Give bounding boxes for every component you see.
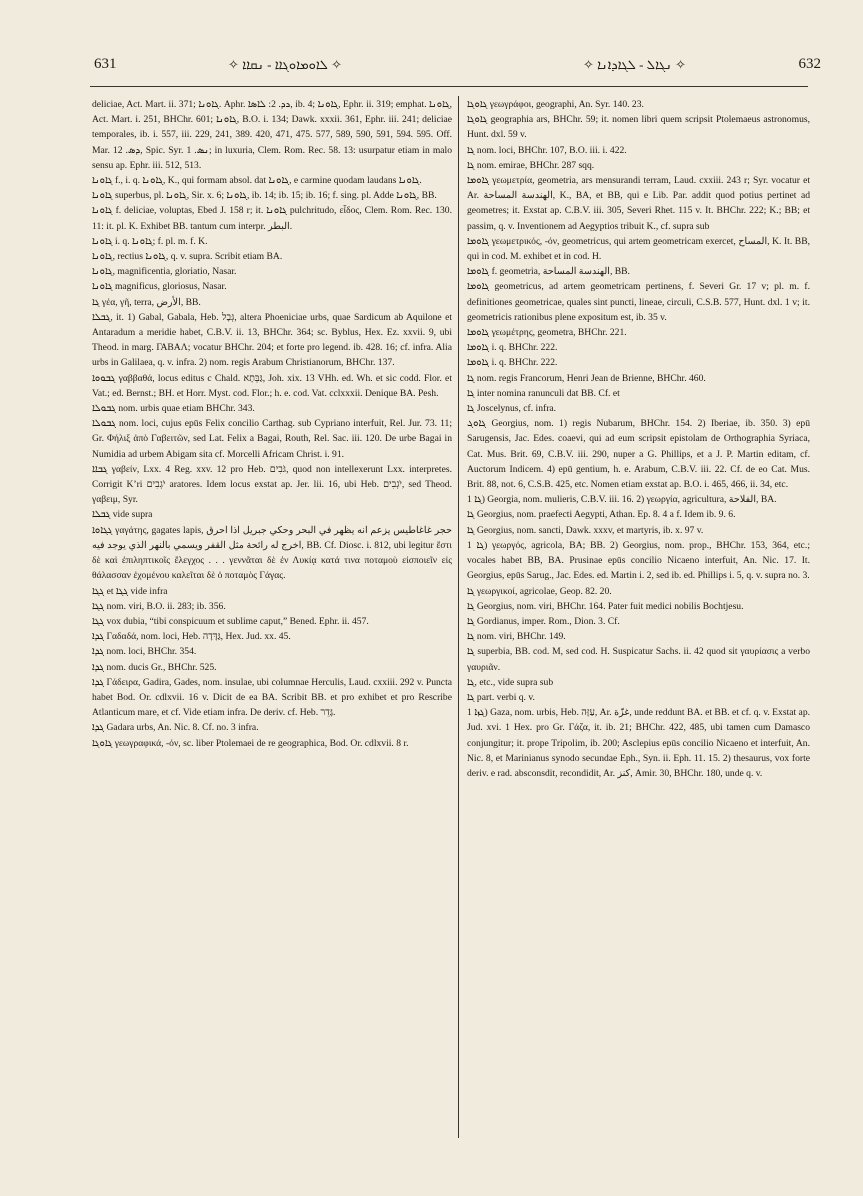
dictionary-entry: ܓܒܠܐ vide supra: [92, 509, 153, 521]
dictionary-entry: ܓܐܘܓ Georgius, nom. 1) regis Nubarum, BHChr. 154. 2) Iberiae, ib. 350. 3) epū Sarugensis, Jac. Edes. coaevi, qui ad eum scripsit epistolam de Orthographia Syriaca, Cat. Mus. Brit. 69, C.B.V. iii. 290, nuper a G. Phillips, et a J. P. Martin editam, cf. Auctorum Indicem. 4) epū gentium, h. e. Arabum, C.B.V. iii. 22. Cf. de eo Cat. Mus. Brit. 88, not. 6, C.S.B. 425, etc. Nomen etiam exstat ap. B.O. i. 465, 466, ii. 34, etc.: [467, 418, 810, 491]
dictionary-entry: ܓܐ Georgius, nom. viri, BHChr. 164. Pater fuit medici nobilis Bochtjesu.: [467, 600, 744, 612]
dictionary-entry: ܓܕܐ Γάδειρα, Gadira, Gades, nom. insulae, ubi columnae Herculis, Laud. cxxiii. 292 v. Puncta habet Bod. Or. cdlxvii. 16 v. Dicit de ea BA. Scribit BB. et pro exhibet et pro Rescribe Atlanticum mare, et cf. Vide etiam infra. De deriv. cf. Heb. גָּדֵר.: [92, 676, 452, 719]
dictionary-entry: ܓܓܐܘܐ γαγάτης, gagates lapis, حجر غاغاطيس يزعم انه يظهر في البحر وحكي جبريل اذا احرق اخرج له رائحة مثل القفر ويسمي بالنهر الذي يوجد فيه, BB. Cf. Diosc. i. 812, ubi legitur ἔστι δὲ καὶ ἐπιληπτικοῖς ἔλεγχος . . . γεννᾶται δὲ ἐν Λυκίᾳ κατά τινα ποταμοὺ εἰσποιεῖν εἰς θάλασσαν ἐχομένου καλεῖται δὲ ὁ ποταμὸς Γάγας.: [92, 524, 452, 582]
dictionary-entry: ܓܓܐ et ܓܓܐ vide infra: [92, 585, 168, 597]
dictionary-entry: ܓܒܠܐ, it. 1) Gabal, Gabala, Heb. גְּבָל, altera Phoeniciae urbs, quae Sardicum ab Aquilone et Antaradum a meridie habet, C.B.V. ii. 13, BHChr. 364; sc. Byblus, Hex. Ez. xxvii. 9, ubi Theod. in marg. ΓΑΒΑΛ; vocatur BHChr. 204; et forte pro legend. ib. 428. 16; cf. infra. Alia urbs in Galilaea, q. v. infra. 2) nom. regis Arabum Christianorum, BHChr. 137.: [92, 311, 452, 369]
dictionary-entry: ܓܐܘܓܐ γεωγράφοι, geographi, An. Syr. 140. 23.: [467, 99, 644, 110]
dictionary-entry: ܓܐ inter nomina ranunculi dat BB. Cf. et: [467, 387, 620, 399]
dictionary-entry: ܓܐ 1) Georgia, nom. mulieris, C.B.V. iii. 16. 2) γεωργία, agricultura, الفلاحة, BA.: [467, 494, 777, 506]
dictionary-entry: ܓܐܘܡܐ γεωμέτρης, geometra, BHChr. 221.: [467, 327, 627, 339]
dictionary-entry: ܓܐ nom. loci, BHChr. 107, B.O. iii. i. 422.: [467, 144, 627, 156]
dictionary-entry: ܓܕܐ Γαδαδά, nom. loci, Heb. גַּדָּדָה, Hex. Jud. xx. 45.: [92, 631, 291, 643]
running-title-right: ✧ ܢܓܐܠ - ܠܓܐܕܐܢܐ ✧: [583, 57, 687, 72]
running-title-left: ✧ ܠܐܘܡܐܘܓܐܐ - ܢܩܐܐ ✧: [228, 57, 342, 72]
dictionary-entry: ܓܐܘܡܐ γεωμετρικός, -όν, geometricus, qui artem geometricam exercet, المساح, K. It. BB, qui in cod. M. exhibet et in cod. H.: [467, 235, 810, 263]
dictionary-entry: ܓܐܘܡܐ γεωμετρία, geometria, ars mensurandi terram, Laud. cxxiii. 243 r; Syr. vocatur et Ar. الهندسة المساحة, K., BA, et BB, qui e Lib. Par. addit quod potius pertinet ad geometres; it. Exstat ap. C.B.V. iii. 305, Severi Rhet. 115 v. It. BHChr. 222; K.; BB; et passim, q. v. Inventionem ad Aegyptios tribuit K., cf. supra sub: [467, 175, 810, 232]
dictionary-entry: ܓܐܘܢܐ i. q. ܓܐܘܢܐ; f. pl. m. f. K.: [92, 235, 208, 247]
dictionary-entry: ܓܕܐ Gadara urbs, An. Nic. 8. Cf. no. 3 infra.: [92, 722, 259, 734]
dictionary-entry: ܓܓܐ vox dubia, “tibi conspicuum et sublime caput,” Bened. Ephr. ii. 457.: [92, 615, 369, 627]
dictionary-entry: ܓܒܘܠܐ nom. loci, cujus epūs Felix concilio Carthag. sub Cypriano interfuit, Rel. Jur. 73. 11; Gr. Φήλιξ ἀπὸ Γαβειτῶν, sed Lat. Felix a Bagai, Routh, Rel. Sac. iii. 120. De urbe Bagai in Numidia ad urbem Abigam sita cf. Morcelli Africam Christ. i. 91.: [92, 418, 452, 460]
dictionary-entry: ܓܐܘܢܐ f., i. q. ܓܐܘܢܐ, K., qui formam absol. dat ܓܐܘܢܐ, e carmine quodam laudans ܓܐܘܢܐ.: [92, 175, 422, 187]
column-divider: [458, 96, 459, 1138]
dictionary-entry: ܓܐܘܡܐ f. geometria, الهندسة المساحة, BB.: [467, 266, 630, 278]
page-number-left: 631: [94, 56, 117, 72]
dictionary-entry: deliciae, Act. Mart. ii. 371; ܓܐܘܢܐ. Aphr. ܖܕ. 2: ܠܐܣܐ, ib. 4; ܓܐܘܢܐ, Ephr. ii. 319; emphat. ܓܐܘܢܐ, Act. Mart. i. 251, BHChr. 601; ܓܐܘܢܐ, B.O. i. 134; Dawk. xxxii. 361, Ephr. iii. 241; deliciae temporales, ib. i. 557, iii. 229, 241, 389. 420, 471, 475. 577, 589, 590, 591, 594. 595. Off. Mar. ܕܣ. 12, Spic. Syr. ܢܣ. 1; in luxuria, Clem. Rom. Rec. 58. 13: usurpatur etiam in malo sensu ap. Ephr. iii. 512, 513.: [92, 99, 452, 171]
dictionary-entry: ܓܐ nom. regis Francorum, Henri Jean de Brienne, BHChr. 460.: [467, 372, 706, 384]
dictionary-entry: ܓܒܘܠܐ nom. urbis quae etiam BHChr. 343.: [92, 403, 255, 415]
dictionary-entry: ܓܕܐ nom. ducis Gr., BHChr. 525.: [92, 661, 217, 673]
dictionary-entry: ܓܐܘܓܐ γεωγραφικά, -όν, sc. liber Ptolemaei de re geographica, Bod. Or. cdlxvii. 8 r.: [92, 737, 409, 749]
dictionary-entry: ܓܐܘܢܐ magnificus, gloriosus, Nasar.: [92, 281, 227, 293]
dictionary-entry: ܓܐ nom. viri, BHChr. 149.: [467, 631, 566, 643]
left-column: [92, 97, 452, 1147]
page-header: [0, 56, 863, 80]
dictionary-entry: ܓܐܘܢܐ superbus, pl. ܓܐܘܢܐ, Sir. x. 6; ܓܐܘܢܐ, ib. 14; ib. 15; ib. 16; f. sing. pl. Adde ܓܐܘܢܐ, BB.: [92, 190, 437, 202]
dictionary-entry: ܓܕܐ nom. loci, BHChr. 354.: [92, 646, 197, 658]
right-column: [467, 97, 810, 1147]
dictionary-entry: ܓܒܘܘܐ γαββαθά, locus editus c Chald. גַּבְּתָא, Joh. xix. 13 VHh. ed. Wh. et sic codd. Flor. et Vat.; ed. Bernst.; BH. et Horr. Myst. cod. Flor.; h. e. cod. Vat. cclxxxii. Denique BA. Pesh.: [92, 372, 452, 399]
dictionary-entry: ܓܐ Georgius, nom. sancti, Dawk. xxxv, et martyris, ib. x. 97 v.: [467, 524, 704, 536]
dictionary-entry: ܓܐܘܡܐ i. q. BHChr. 222.: [467, 342, 558, 354]
dictionary-entry: ܓܐܘܢܐ, magnificentia, gloriatio, Nasar.: [92, 266, 237, 278]
dictionary-entry: ܓܐ γέα, γῆ, terra, الأرض, BB.: [92, 296, 201, 308]
dictionary-entry: ܓܓܐ nom. viri, B.O. ii. 283; ib. 356.: [92, 600, 226, 612]
dictionary-entry: ܓܐܘܢܐ f. deliciae, voluptas, Ebed J. 158 r; it. ܓܐܘܢܐ pulchritudo, εἶδος, Clem. Rom. Rec. 130. 11: it. pl. K. Exhibet BB. tantum cum interpr. البطر.: [92, 205, 452, 232]
dictionary-entry: ܓܐ γεωργικοί, agricolae, Geop. 82. 20.: [467, 585, 612, 597]
dictionary-entry: ܓܐ Joscelynus, cf. infra.: [467, 403, 557, 415]
dictionary-entry: ܓܐ nom. emirae, BHChr. 287 sqq.: [467, 159, 595, 171]
dictionary-entry: ܓܐܘܓܐ geographia ars, BHChr. 59; it. nomen libri quem scripsit Ptolemaeus astronomus, Hunt. dxl. 59 v.: [467, 114, 810, 141]
dictionary-entry: ܓܐܘܢܐ, rectius ܓܐܘܢܐ, q. v. supra. Scribit etiam BA.: [92, 251, 283, 263]
page-number-right: 632: [798, 56, 821, 72]
dictionary-entry: ܓܐ part. verbi q. v.: [467, 691, 535, 703]
dictionary-entry: ܓܐ superbia, BB. cod. M, sed cod. H. Suspicatur Sachs. ii. 42 quod sit γαυρίασις a verbo γαυριᾶν.: [467, 646, 810, 673]
dictionary-entry: ܓܐ, etc., vide supra sub: [467, 676, 554, 688]
dictionary-entry: ܓܒܐܐ γαβείν, Lxx. 4 Reg. xxv. 12 pro Heb. גֹּבִים, quod non intellexerunt Lxx. interpretes. Corrigit Kʼri יֹגְבִים aratores. Idem locus exstat ap. Jer. lii. 16, ubi Heb. יֹגְבִים, sed Theod. γαβειμ, Syr.: [92, 463, 452, 506]
dictionary-entry: ܓܐ 1) γεωργός, agricola, BA; BB. 2) Georgius, nom. prop., BHChr. 153, 364, etc.; vocales habet BB, BA. Prusinae epūs concilio Nicaeno interfuit, An. Nic. 17. It. Georgius, epūs Sarug., Jac. Edes. ed. Martin i. 2, sed ib. ed. Phillips i. 5, q. v. supra no. 3.: [467, 539, 810, 582]
dictionary-entry: ܓܐ Gordianus, imper. Rom., Dion. 3. Cf.: [467, 615, 620, 627]
dictionary-entry: ܓܙܐ 1) Gaza, nom. urbis, Heb. עַזָּה, Ar. غزّة, unde reddunt BA. et BB. et cf. q. v. Exstat ap. Jud. xvi. 1 Hex. pro Gr. Γάζα, it. ib. 21; BHChr. 422, 485, ubi tamen cum Damasco conjungitur; it. prope Tripolim, ib. 200; Asclepius epūs concilio Nicaeno et interfuit, An. Nic. 8, et Marinianus synodo secundae Eph., Syn. ii. Eph. 11. 15. 2) thesaurus, vox forte deriv. e rad. absconsdit, recondidit, Ar. كنز, Amir. 30, BHChr. 180, unde q. v.: [467, 707, 810, 779]
header-rule: [90, 86, 808, 87]
dictionary-entry: ܓܐܘܡܐ i. q. BHChr. 222.: [467, 357, 558, 369]
dictionary-entry: ܓܐ Georgius, nom. praefecti Aegypti, Athan. Ep. 8. 4 a f. Idem ib. 9. 6.: [467, 509, 736, 521]
dictionary-entry: ܓܐܘܡܐ geometricus, ad artem geometricam pertinens, f. Severi Gr. 17 v; pl. m. f. definitiones geometricae, quales sint puncti, lineae, circuli, C.S.B. 577, Hunt. dxl. 1 v; it. geometricis rationibus plene expositum est, ib. 35 v.: [467, 281, 810, 323]
